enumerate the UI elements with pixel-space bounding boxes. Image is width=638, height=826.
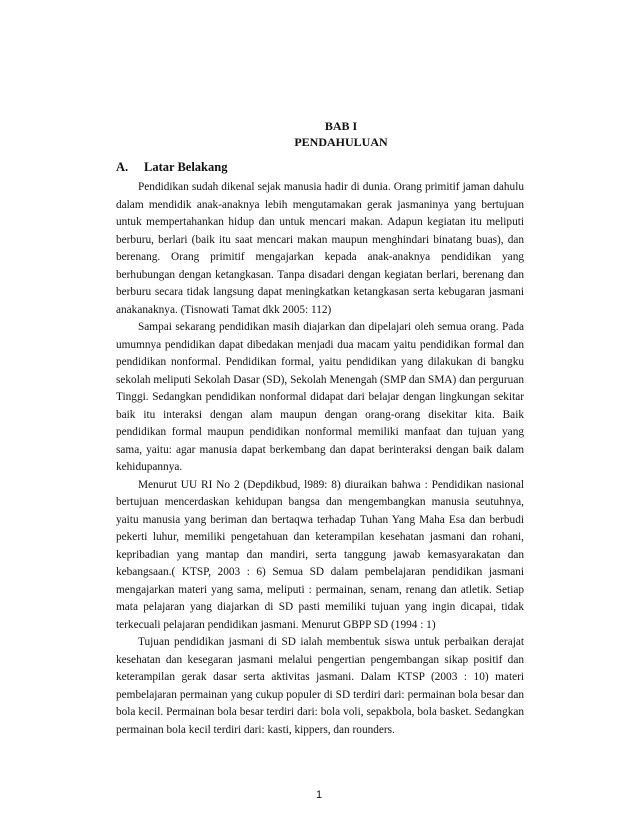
section-heading	[116, 160, 227, 175]
section-number: A.	[116, 160, 129, 174]
chapter-label: BAB I	[324, 119, 358, 133]
paragraph: Pendidikan sudah dikenal sejak manusia hadir di dunia. Orang primitif jaman dahulu dalam mendidik anak-anaknya lebih mengutamakan gerak jasmaninya yang bertujuan untuk mempertahankan hidup dan untuk mencari makan. Adapun kegiatan itu meliputi berburu, berlari (baik itu saat mencari makan maupun menghindari binatang buas), dan berenang. Orang primitif mengajarkan kepada anak-anaknya pendidikan yang berhubungan dengan ketangkasan. Tanpa disadari dengan kegiatan berlari, berenang dan berburu secara tidak langsung dapat meningkatkan ketangkasan serta kebugaran jasmani anakanaknya. (Tisnowati Tamat dkk 2005: 112)	[116, 181, 524, 316]
chapter-title: PENDAHULUAN	[294, 135, 388, 149]
page-number: 1	[315, 789, 323, 801]
body-text	[116, 179, 524, 739]
paragraph: Tujuan pendidikan jasmani di SD ialah membentuk siswa untuk perbaikan derajat kesehatan dan kesegaran jasmani melalui pengertian pengembangan sikap positif dan keterampilan gerak dasar serta aktivitas jasmani. Dalam KTSP (2003 : 10) materi pembelajaran permainan yang cukup populer di SD terdiri dari: permainan bola besar dan bola kecil. Permainan bola besar terdiri dari: bola voli, sepakbola, bola basket. Sedangkan permainan bola kecil terdiri dari: kasti, kippers, dan rounders.	[116, 636, 524, 736]
paragraph: Menurut UU RI No 2 (Depdikbud, l989: 8) diuraikan bahwa : Pendidikan nasional bertujuan mencerdaskan kehidupan bangsa dan mengembangkan manusia seutuhnya, yaitu manusia yang beriman dan bertaqwa terhadap Tuhan Yang Maha Esa dan berbudi pekerti luhur, memiliki pengetahuan dan keterampilan kesehatan jasmani dan rohani, kepribadian yang mantap dan mandiri, serta tanggung jawab kemasyarakatan dan kebangsaan.( KTSP, 2003 : 6) Semua SD dalam pembelajaran pendidikan jasmani mengajarkan materi yang sama, meliputi : permainan, senam, renang dan atletik. Setiap mata pelajaran yang diajarkan di SD pasti memiliki tujuan yang ingin dicapai, tidak terkecuali pelajaran pendidikan jasmani. Menurut GBPP SD (1994 : 1)	[116, 478, 524, 631]
paragraph: Sampai sekarang pendidikan masih diajarkan dan dipelajari oleh semua orang. Pada umumnya pendidikan dapat dibedakan menjadi dua macam yaitu pendidikan formal dan pendidikan nonformal. Pendidikan formal, yaitu pendidikan yang dilakukan di bangku sekolah meliputi Sekolah Dasar (SD), Sekolah Menengah (SMP dan SMA) dan perguruan Tinggi. Sedangkan pendidikan nonformal didapat dari belajar dengan lingkungan sekitar baik itu interaksi dengan alam maupun dengan orang-orang disekitar kita. Baik pendidikan formal maupun pendidikan nonformal memiliki manfaat dan tujuan yang sama, yaitu: agar manusia dapat berkembang dan dapat berinteraksi dengan baik dalam kehidupannya.	[116, 321, 524, 473]
section-title: Latar Belakang	[144, 160, 228, 174]
